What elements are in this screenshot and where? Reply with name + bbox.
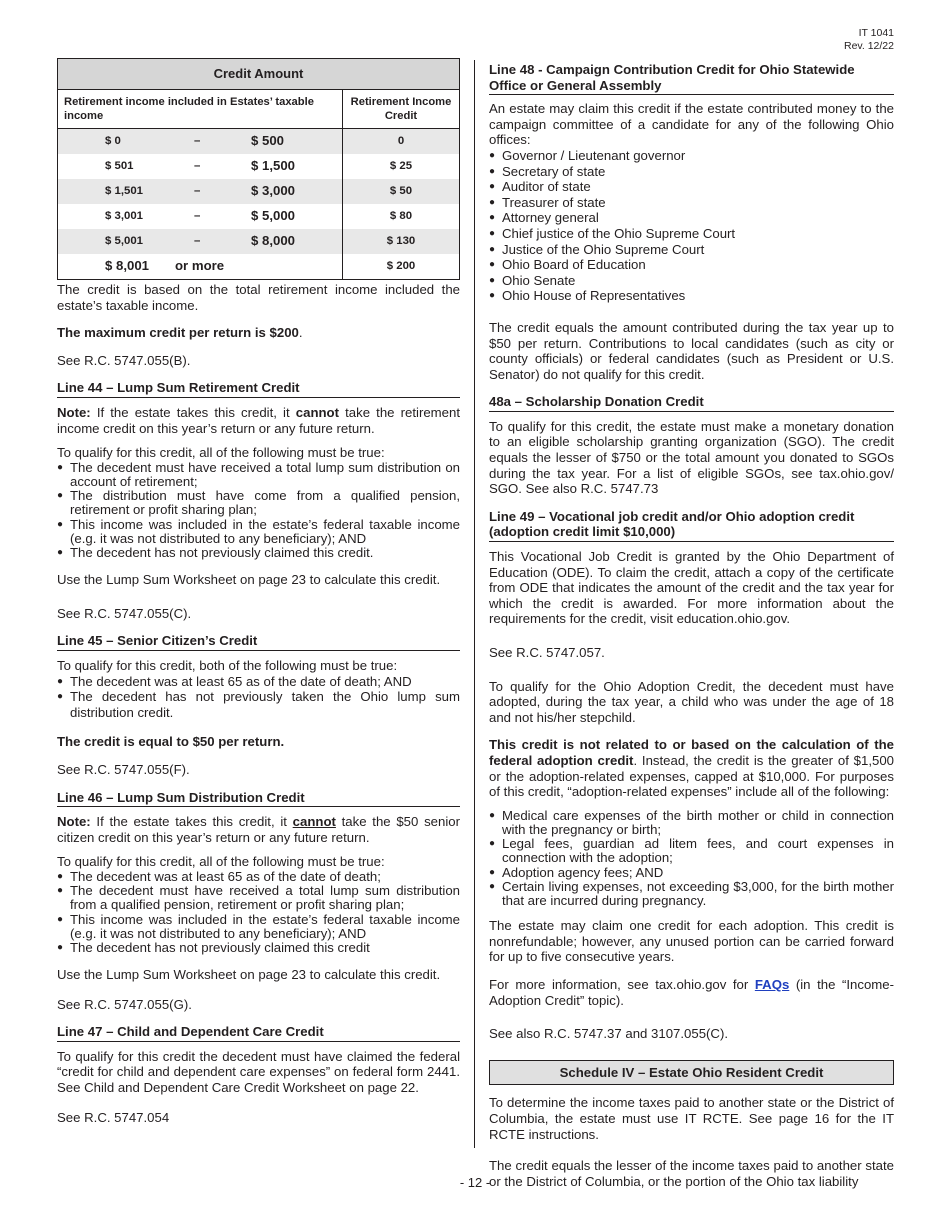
note-text: If the estate takes this credit, it	[90, 814, 293, 830]
list-item: ● Chief justice of the Ohio Supreme Court	[489, 226, 894, 242]
list-item: ● Ohio Senate	[489, 273, 894, 289]
note-cannot: cannot	[292, 814, 336, 830]
column-divider	[474, 60, 475, 1148]
range-dash: –	[194, 160, 201, 172]
credit-value: $ 80	[343, 204, 460, 229]
line46-worksheet: Use the Lump Sum Worksheet on page 23 to calculate this credit.	[57, 967, 441, 983]
list-item: ● Governor / Lieutenant governor	[489, 148, 894, 164]
list-item: ● The decedent must have received a total lump sum distribution from a qualified pension, retirement or profit sharing plan;	[57, 884, 460, 912]
range-high: $ 5,000	[251, 208, 295, 223]
range-high: $ 8,000	[251, 233, 295, 248]
list-item: ● Medical care expenses of the birth mother or child in connection with the pregnancy or birth;	[489, 809, 894, 837]
table-row	[58, 254, 460, 280]
line44-list	[57, 461, 460, 560]
form-number: IT 1041	[858, 27, 894, 39]
list-item: ● The decedent was at least 65 as of the date of death;	[57, 870, 460, 884]
table-title: Credit Amount	[58, 59, 460, 90]
line44-see: See R.C. 5747.055(C).	[57, 605, 192, 621]
list-item: ● Auditor of state	[489, 179, 894, 195]
list-item: ● Secretary of state	[489, 164, 894, 180]
faqs-link[interactable]: FAQs	[754, 976, 790, 992]
page-number: - 12 -	[459, 1175, 491, 1190]
adoption-claim: The estate may claim one credit for each adoption. This credit is nonrefundable; however, any unused portion can be carried forward for up to five consecutive years.	[489, 918, 894, 965]
list-item: ● The decedent was at least 65 as of the date of death; AND	[57, 674, 460, 690]
range-low: $ 501	[105, 160, 134, 172]
table-row	[58, 154, 460, 179]
line46-heading: Line 46 – Lump Sum Distribution Credit	[57, 790, 460, 808]
see-rc-b: See R.C. 5747.055(B).	[57, 352, 191, 368]
line49-heading: Line 49 – Vocational job credit and/or Ohio adoption credit (adoption credit limit $10,000)	[489, 509, 894, 542]
range-dash: –	[194, 235, 201, 247]
line47-see: See R.C. 5747.054	[57, 1109, 170, 1125]
credit-value: $ 25	[343, 154, 460, 179]
line47-heading: Line 47 – Child and Dependent Care Credit	[57, 1024, 460, 1042]
list-item: ● This income was included in the estate’s federal taxable income (e.g. it was not distributed to any beneficiary); AND	[57, 518, 460, 546]
line47-body: To qualify for this credit the decedent must have claimed the federal “credit for child and dependent care expenses” on federal form 2441. See Child and Dependent Care Credit Worksheet on page 22.	[57, 1048, 460, 1096]
line45-list	[57, 674, 460, 721]
line49-see: See R.C. 5747.057.	[489, 645, 605, 660]
line44-worksheet: Use the Lump Sum Worksheet on page 23 to calculate this credit.	[57, 572, 441, 588]
line45-see: See R.C. 5747.055(F).	[57, 761, 190, 777]
list-item: ● Ohio Board of Education	[489, 257, 894, 273]
vocational-text: This Vocational Job Credit is granted by the Ohio Department of Education (ODE). To claim the credit, attach a copy of the certificate from ODE that indicates the amount of the credit and the tax year for which the credit is awarded. For more information about the requirements for the credit, visit education.ohio.gov.	[489, 549, 894, 627]
table-row	[58, 129, 460, 155]
range-low: $ 8,001	[105, 258, 149, 273]
range-dash: –	[194, 185, 201, 197]
adoption-credit-text	[489, 737, 894, 799]
left-column	[57, 58, 460, 1134]
note-text: take the retirement income credit on this year’s return or any future return.	[57, 404, 460, 436]
list-item: ● The decedent must have received a total lump sum distribution on account of retirement;	[57, 461, 460, 489]
list-item: ● Justice of the Ohio Supreme Court	[489, 242, 894, 258]
adoption-rest: . Instead, the credit is the greater of $1,500 or the adoption-related expenses, capped at $10,000. For purposes of this credit, “adoption-related expenses” include all of the following:	[489, 752, 895, 800]
max-credit-end: .	[298, 325, 303, 341]
schedule-iv-p2: The credit equals the lesser of the income taxes paid to another state or the District of Columbia, or the portion of the Ohio tax liability	[489, 1158, 894, 1189]
table-row	[58, 204, 460, 229]
range-low: $ 5,001	[105, 235, 144, 247]
more-info-a: For more information, see tax.ohio.gov for	[489, 976, 755, 992]
line45-equal-bold: The credit is equal to $50 per return.	[57, 734, 285, 750]
list-item: ● Treasurer of state	[489, 195, 894, 211]
range-low: $ 0	[105, 135, 121, 147]
credit-value: $ 130	[343, 229, 460, 254]
form-revision: Rev. 12/22	[843, 40, 894, 52]
list-item: ● The decedent has not previously taken the Ohio lump sum distribution credit.	[57, 689, 460, 720]
schedule-iv-heading: Schedule IV – Estate Ohio Resident Credit	[489, 1060, 894, 1086]
list-item: ● The distribution must have come from a qualified pension, retirement or profit sharing plan;	[57, 489, 460, 517]
table-row	[58, 229, 460, 254]
line45-equal	[57, 734, 460, 750]
list-item: ● Ohio House of Representatives	[489, 288, 894, 304]
line44-qualify: To qualify for this credit, all of the following must be true:	[57, 445, 385, 461]
line46-list	[57, 870, 460, 955]
note-label: Note:	[57, 814, 91, 830]
note-text: If the estate takes this credit, it	[90, 404, 296, 420]
office-list	[489, 148, 894, 304]
range-dash: –	[194, 135, 201, 147]
line48-body: The credit equals the amount contributed during the tax year up to $50 per return. Contributions to local candidates (such as city or county officials) or federal candidates (such as President or U.S. Senator) do not qualify for this credit.	[489, 319, 894, 382]
note-label: Note:	[57, 404, 91, 420]
line46-qualify: To qualify for this credit, all of the following must be true:	[57, 854, 385, 870]
list-item: ● Attorney general	[489, 210, 894, 226]
range-high: $ 3,000	[251, 183, 295, 198]
adoption-expense-list	[489, 809, 894, 908]
range-high: $ 1,500	[251, 158, 295, 173]
range-dash: –	[194, 210, 201, 222]
more-info-text	[489, 977, 894, 1008]
table-col-income: Retirement income included in Estates’ taxable income	[58, 90, 343, 129]
max-credit-bold: The maximum credit per return is $200	[57, 325, 299, 341]
credit-value: 0	[343, 129, 460, 155]
range-high: $ 500	[251, 133, 285, 148]
max-credit-text	[57, 325, 460, 341]
line45-qualify: To qualify for this credit, both of the following must be true:	[57, 657, 398, 673]
list-item: ● The decedent has not previously claimed this credit.	[57, 546, 460, 560]
list-item: ● Adoption agency fees; AND	[489, 866, 894, 880]
form-header	[844, 27, 894, 53]
range-low: $ 1,501	[105, 185, 144, 197]
list-item: ● Certain living expenses, not exceeding $3,000, for the birth mother that are incurred during pregnancy.	[489, 880, 894, 908]
line44-note	[57, 405, 460, 436]
note-text: take the $50 senior citizen credit on this year’s return or any future return.	[57, 814, 460, 845]
list-item: ● This income was included in the estate’s federal taxable income (e.g. it was not distributed to any beneficiary); AND	[57, 913, 460, 941]
credit-value: $ 200	[343, 254, 460, 280]
credit-amount-table	[57, 58, 460, 280]
note-cannot: cannot	[295, 404, 340, 420]
credit-intro: The credit is based on the total retirement income included the estate’s taxable income.	[57, 282, 460, 313]
list-item: ● Legal fees, guardian ad litem fees, and court expenses in connection with the adoption;	[489, 837, 894, 865]
line44-heading: Line 44 – Lump Sum Retirement Credit	[57, 380, 460, 398]
line49-see-also: See also R.C. 5747.37 and 3107.055(C).	[489, 1026, 728, 1042]
adoption-qualify: To qualify for the Ohio Adoption Credit, the decedent must have adopted, during the tax year, a child who was under the age of 18 and not his/her stepchild.	[489, 678, 894, 725]
range-high: or more	[175, 258, 225, 273]
line46-note	[57, 814, 460, 845]
table-row	[58, 179, 460, 204]
more-info-b: (in the “Income-Adoption Credit” topic).	[489, 976, 894, 1008]
line46-see: See R.C. 5747.055(G).	[57, 996, 192, 1012]
range-low: $ 3,001	[105, 210, 144, 222]
line48-heading: Line 48 - Campaign Contribution Credit for Ohio Statewide Office or General Assembly	[489, 62, 894, 95]
schedule-iv-p1: To determine the income taxes paid to another state or the District of Columbia, the estate must use IT RCTE. See page 16 for the IT RCTE instructions.	[489, 1095, 894, 1142]
line45-heading: Line 45 – Senior Citizen’s Credit	[57, 633, 460, 651]
right-column	[489, 62, 894, 1198]
line48a-body: To qualify for this credit, the estate must make a monetary donation to an eligible scholarship granting organization (SGO). The credit equals the lesser of $750 or the total amount you donated to SGOs during the tax year. For a list of eligible SGOs, see tax.ohio.gov/ SGO. See also R.C. 5747.73	[489, 418, 894, 497]
adoption-bold: This credit is not related to or based on the calculation of the federal adoption credit	[489, 737, 894, 768]
line48-intro: An estate may claim this credit if the estate contributed money to the campaign committee of a candidate for any of the following Ohio offices:	[489, 101, 894, 148]
line48a-heading: 48a – Scholarship Donation Credit	[489, 394, 894, 412]
credit-value: $ 50	[343, 179, 460, 204]
table-col-credit: Retirement Income Credit	[343, 90, 460, 129]
list-item: ● The decedent has not previously claimed this credit	[57, 941, 460, 955]
